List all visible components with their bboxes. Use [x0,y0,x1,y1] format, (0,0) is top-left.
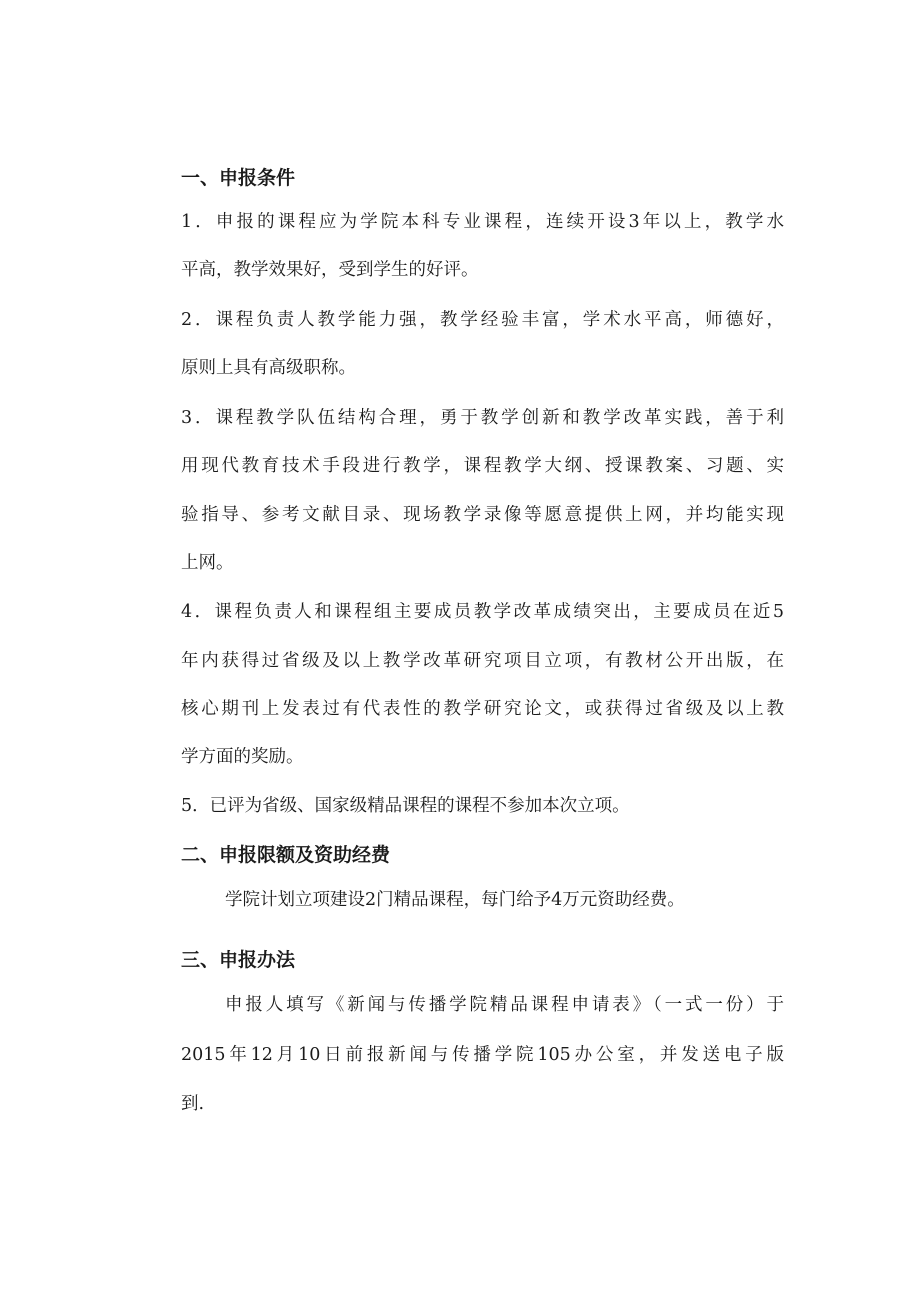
paragraph-line: 2015年12月10日前报新闻与传播学院105办公室，并发送电子版 [181,1045,784,1065]
paragraph-line: 原则上具有高级职称。 [181,358,356,378]
paragraph-line: 上网。 [181,553,234,573]
section-heading-quota-funding: 二、申报限额及资助经费 [181,844,391,866]
paragraph-line: 用现代教育技术手段进行教学，课程教学大纲、授课教案、习题、实 [181,456,784,476]
paragraph-line: 5．已评为省级、国家级精品课程的课程不参加本次立项。 [181,796,630,816]
section-heading-application-method: 三、申报办法 [181,949,296,971]
paragraph-line: 平高，教学效果好，受到学生的好评。 [181,260,479,280]
paragraph-line: 2．课程负责人教学能力强，教学经验丰富，学术水平高，师德好， [181,310,784,330]
paragraph-line: 验指导、参考文献目录、现场教学录像等愿意提供上网，并均能实现 [181,505,784,525]
paragraph-line: 核心期刊上发表过有代表性的教学研究论文，或获得过省级及以上教 [181,699,784,719]
section-heading-conditions: 一、申报条件 [181,167,296,189]
paragraph-line: 学方面的奖励。 [181,747,304,767]
paragraph-line: 4．课程负责人和课程组主要成员教学改革成绩突出，主要成员在近5 [181,602,784,622]
paragraph-line: 申报人填写《新闻与传播学院精品课程申请表》（一式一份）于 [225,995,784,1015]
paragraph-line: 到. [181,1094,205,1114]
paragraph-line: 3．课程教学队伍结构合理，勇于教学创新和教学改革实践，善于利 [181,408,784,428]
paragraph-line: 学院计划立项建设2门精品课程，每门给予4万元资助经费。 [225,890,685,910]
paragraph-line: 1．申报的课程应为学院本科专业课程，连续开设3年以上，教学水 [181,212,784,232]
paragraph-line: 年内获得过省级及以上教学改革研究项目立项，有教材公开出版，在 [181,651,784,671]
